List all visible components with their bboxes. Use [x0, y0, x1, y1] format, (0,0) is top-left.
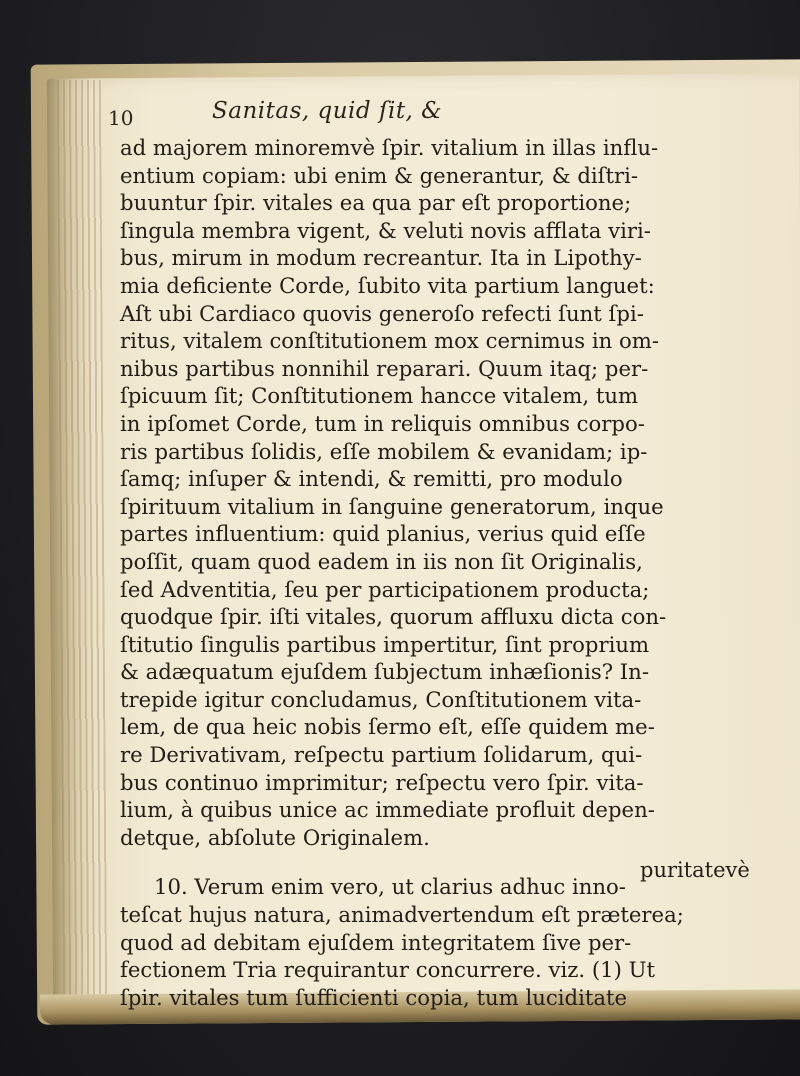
- text-line: bus, mirum in modum recreantur. Ita in Lipothy-: [120, 245, 642, 271]
- text-line: buuntur ſpir. vitales ea qua par eſt proportione;: [120, 190, 632, 216]
- page-gutter: [57, 80, 107, 1000]
- text-line: ritus, vitalem conſtitutionem mox cernimus in om-: [120, 328, 660, 354]
- text-line: ſpirituum vitalium in ſanguine generatorum, inque: [120, 493, 664, 519]
- text-line: re Derivativam, reſpectu partium ſolidarum, qui-: [120, 742, 643, 768]
- text-line: Aſt ubi Cardiaco quovis generoſo refecti ſunt ſpi-: [120, 300, 644, 326]
- text-line: entium copiam: ubi enim & generantur, & diſtri-: [120, 162, 639, 188]
- text-line: ſamq; inſuper & intendi, & remitti, pro modulo: [120, 466, 623, 492]
- text-line: quodque ſpir. iſti vitales, quorum affluxu dicta con-: [120, 604, 667, 630]
- text-line: ad majorem minoremvè ſpir. vitalium in illas influ-: [120, 135, 659, 160]
- text-line: quod ad debitam ejuſdem integritatem ſive per-: [120, 929, 632, 955]
- text-line: teſcat hujus natura, animadvertendum eſt præterea;: [120, 902, 684, 928]
- paragraph-1: [120, 134, 770, 851]
- text-line: ris partibus ſolidis, eſſe mobilem & evanidam; ip-: [120, 438, 648, 464]
- text-line: ſpir. vitales tum ſufficienti copia, tum luciditate: [120, 984, 628, 1010]
- text-line: mia deficiente Corde, ſubito vita partium languet:: [120, 272, 655, 298]
- text-line: ſingula membra vigent, & veluti novis afflata viri-: [120, 217, 651, 243]
- text-line: ſpicuum ſit; Conſtitutionem hancce vitalem, tum: [120, 383, 639, 409]
- text-line: trepide igitur concludamus, Conſtitutionem vita-: [120, 686, 642, 712]
- text-line: poſſit, quam quod eadem in iis non ſit Originalis,: [120, 548, 643, 574]
- text-line: lium, à quibus unice ac immediate profluit depen-: [120, 797, 655, 823]
- text-line: 10. Verum enim vero, ut clarius adhuc inno-: [154, 874, 626, 900]
- text-line: nibus partibus nonnihil reparari. Quum itaq; per-: [120, 355, 649, 381]
- running-head: Sanitas, quid ſit, &: [212, 98, 443, 124]
- text-line: detque, abſolute Originalem.: [120, 824, 430, 850]
- page-number: 10: [108, 106, 134, 130]
- text-line: bus continuo imprimitur; reſpectu vero ſpir. vita-: [120, 769, 644, 795]
- text-line: ſed Adventitia, ſeu per participationem producta;: [120, 576, 650, 602]
- catchword: puritatevè: [640, 858, 750, 882]
- text-line: ſtitutio ſingulis partibus impertitur, ſint proprium: [120, 631, 650, 657]
- paragraph-2: [120, 873, 770, 1011]
- text-line: partes influentium: quid planius, verius quid eſſe: [120, 521, 646, 547]
- text-line: lem, de qua heic nobis ſermo eſt, eſſe quidem me-: [120, 714, 655, 740]
- text-line: & adæquatum ejuſdem ſubjectum inhæſionis? In-: [120, 659, 649, 685]
- text-line: fectionem Tria requirantur concurrere. viz. (1) Ut: [120, 957, 655, 983]
- text-line: in ipſomet Corde, tum in reliquis omnibus corpo-: [120, 410, 645, 436]
